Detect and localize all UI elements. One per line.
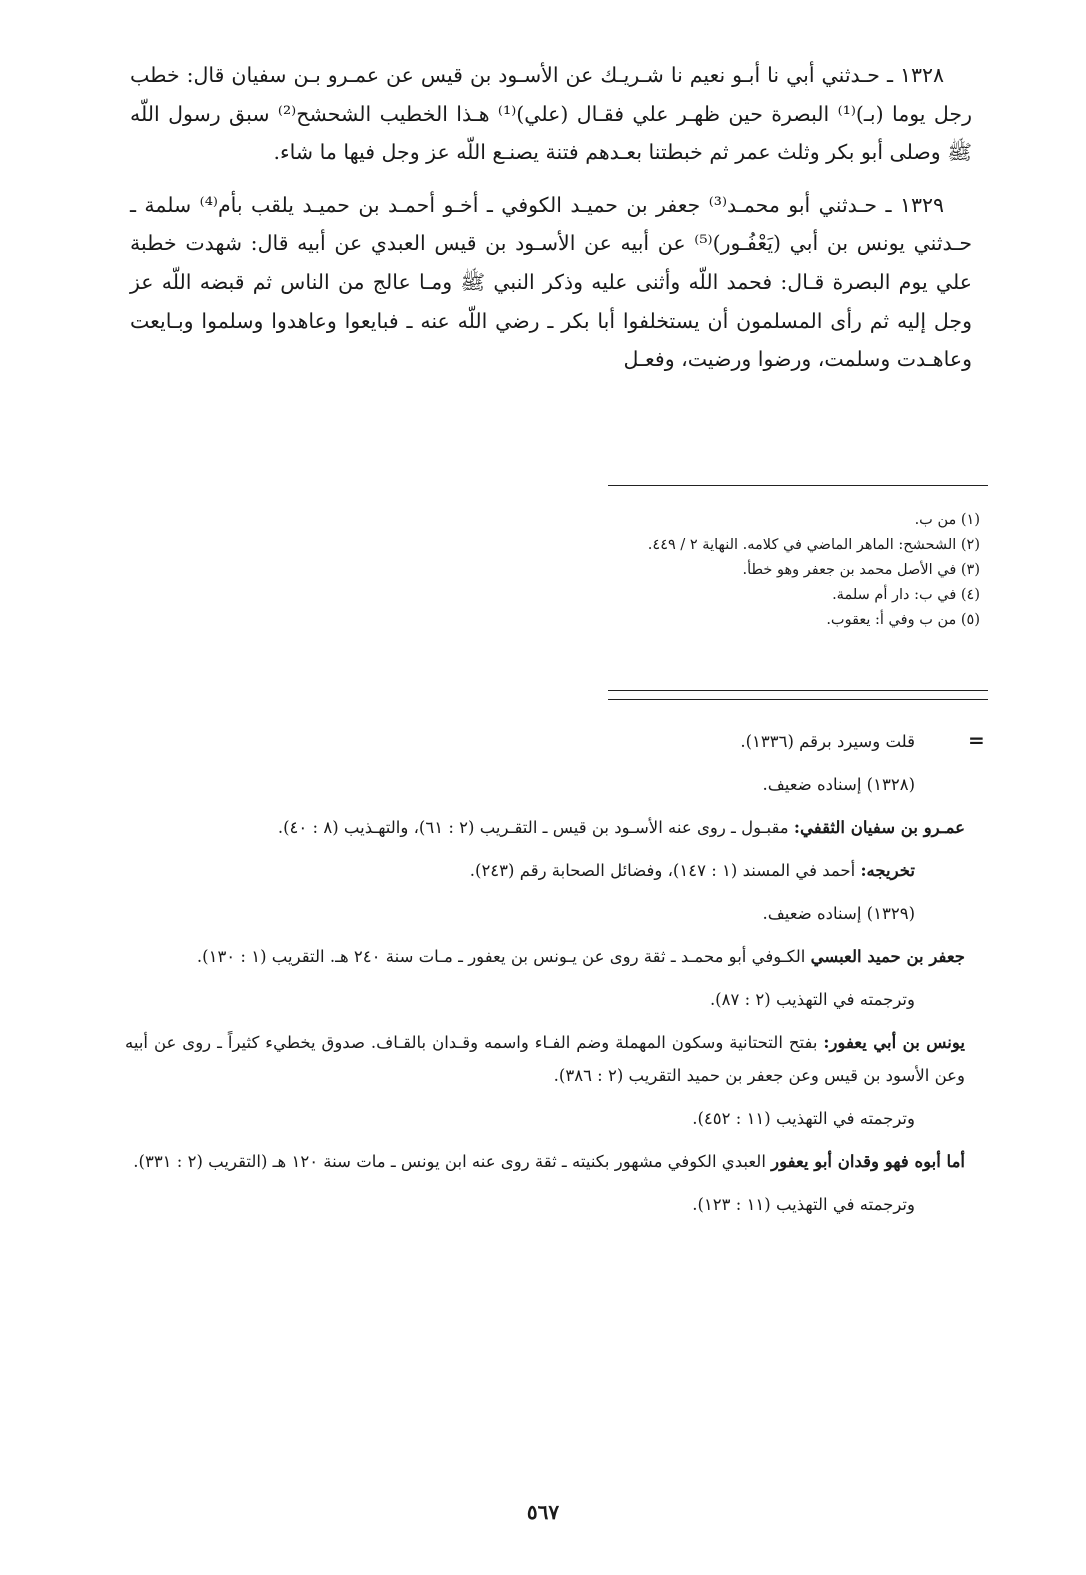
footnote-3: (٣) في الأصل محمد بن جعفر وهو خطأ.: [742, 562, 980, 578]
commentary-line: [125, 1026, 965, 1092]
commentary-line: [125, 1145, 965, 1178]
page-number: ٥٦٧: [526, 1500, 560, 1524]
footnote-separator: [608, 485, 988, 486]
commentary-line: (١٣٢٩) إسناده ضعيف.: [762, 904, 915, 923]
narrator-note: مقبـول ـ روى عنه الأسـود بن قيس ـ التقـريب (٢ : ٦١)، والتهـذيب (٨ : ٤٠).: [277, 818, 794, 837]
narrator-name: أما أبوه فهو وقدان أبو يعفور: [771, 1152, 965, 1171]
narrator-name: جعفر بن حميد العبسي: [810, 947, 965, 966]
narrator-name: يونس بن أبي يعفور:: [823, 1033, 965, 1052]
commentary-line: [125, 854, 965, 887]
commentary-separator-bottom: [608, 699, 988, 700]
footnote-4: (٤) في ب: دار أم سلمة.: [832, 587, 980, 603]
footnote-2: (٢) الشحشح: الماهر الماضي في كلامه. النهاية ٢ / ٤٤٩.: [647, 537, 980, 553]
commentary-line: وترجمته في التهذيب (١١ : ١٢٣).: [692, 1195, 915, 1214]
commentary-line: وترجمته في التهذيب (٢ : ٨٧).: [709, 990, 915, 1009]
narrator-note: بفتح التحتانية وسكون المهملة وضم الفـاء واسمه وقـدان بالقـاف. صدوق يخطيء كثيراً ـ روى عن أبيه وعن الأسود بن قيس وعن جعفر بن حميد التقريب (٢ : ٣٨٦).: [125, 1033, 965, 1085]
narrator-note: العبدي الكوفي مشهور بكنيته ـ ثقة روى عنه ابن يونس ـ مات سنة ١٢٠ هـ (التقريب (٢ : ٣٣١).: [133, 1152, 772, 1171]
hadith-1328: ١٣٢٨ ـ حـدثني أبي نا أبـو نعيم نا شـريـك عن الأسـود بن قيس عن عمـرو بـن سفيان قال: خطب رجل يوما (بـ)⁽¹⁾ البصرة حين ظهـر علي فقـال (علي)⁽¹⁾ هـذا الخطيب الشحشح⁽²⁾ سبق رسول اللّه ﷺ وصلى أبو بكر وثلث عمر ثم خبطتنا بعـدهم فتنة يصنـع اللّه عز وجل فيها ما شاء.: [130, 63, 972, 165]
takhrij-label: تخريجه:: [860, 861, 915, 880]
commentary-line: (١٣٢٨) إسناده ضعيف.: [762, 775, 915, 794]
commentary-separator-top: [608, 690, 988, 691]
main-text: [130, 56, 972, 393]
footnote-1: (١) من ب.: [914, 512, 980, 528]
hadith-1329: ١٣٢٩ ـ حـدثني أبو محمـد⁽³⁾ جعفر بن حميـد الكوفي ـ أخـو أحمـد بن حميـد يلقب بأم⁽⁴⁾ سلمة ـ حـدثني يونس بن أبي (يَعْفُـور)⁽⁵⁾ عن أبيه عن الأسـود بن قيس العبدي عن أبيه قال: شهدت خطبة علي يوم البصرة قـال: فحمد اللّه وأثنى عليه وذكر النبي ﷺ ومـا عالج من الناس ثم قبضه اللّه عز وجل إليه ثم رأى المسلمون أن يستخلفوا أبا بكر ـ رضي اللّه عنه ـ فبايعوا وعاهدوا وسلموا وبـايعت وعاهـدت وسلمت، ورضوا ورضيت، وفعـل: [130, 192, 972, 372]
footnotes: [560, 508, 980, 633]
commentary-line: قلت وسيرد برقم (١٣٣٦).: [740, 732, 915, 751]
commentary-line: [125, 940, 965, 973]
continuation-mark: =: [968, 728, 985, 752]
narrator-name: عمـرو بن سفيان الثقفي:: [793, 818, 965, 837]
commentary-line: [125, 811, 965, 844]
commentary-line: وترجمته في التهذيب (١١ : ٤٥٢).: [692, 1109, 915, 1128]
takhrij-note: أحمد في المسند (١ : ١٤٧)، وفضائل الصحابة رقم (٢٤٣).: [469, 861, 861, 880]
commentary: [125, 725, 965, 1231]
narrator-note: الكـوفي أبو محمـد ـ ثقة روى عن يـونس بن يعفور ـ مـات سنة ٢٤٠ هـ. التقريب (١ : ١٣٠).: [196, 947, 811, 966]
footnote-5: (٥) من ب وفي أ: يعقوب.: [826, 612, 980, 628]
